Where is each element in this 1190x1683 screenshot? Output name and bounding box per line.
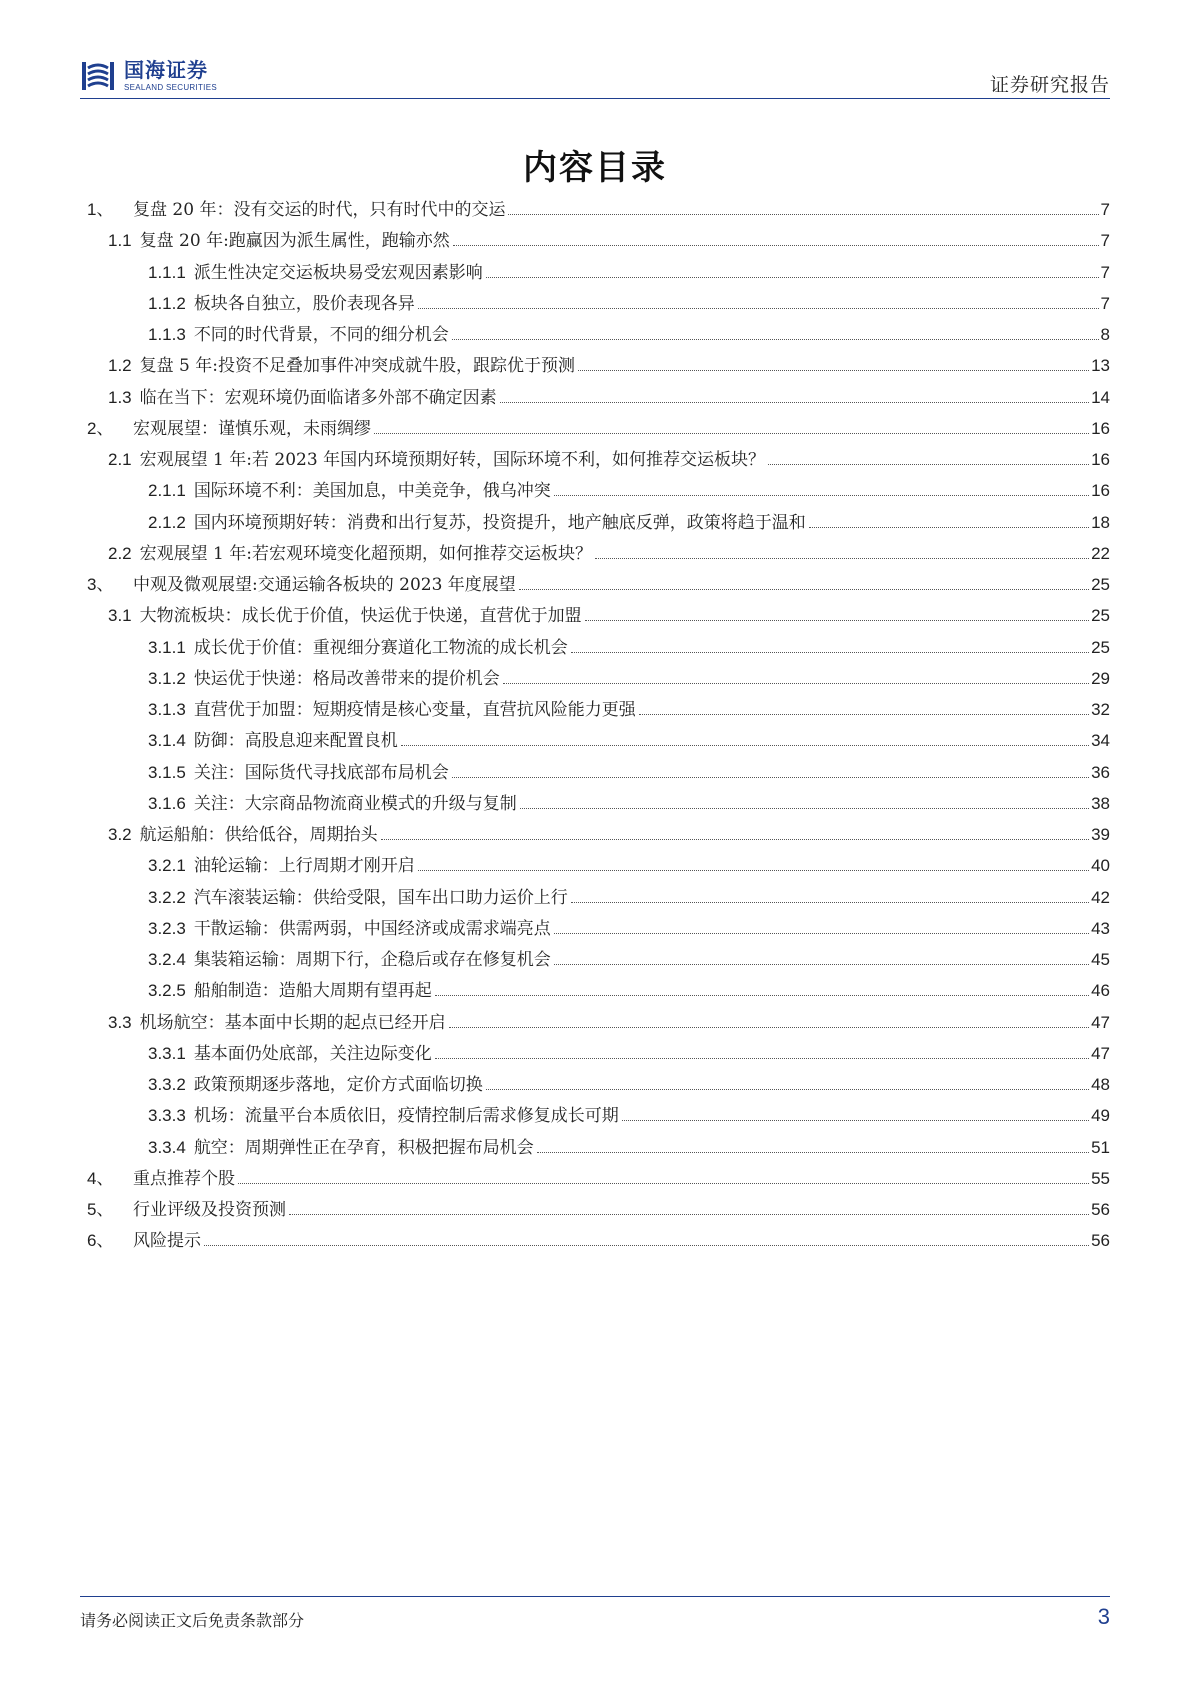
- toc-entry[interactable]: [80, 1226, 1110, 1257]
- toc-entry-page: 16: [1091, 450, 1110, 469]
- toc-entry-page: 7: [1100, 293, 1110, 313]
- toc-entry-page: 25: [1091, 637, 1110, 657]
- toc-entry-title: 不同的时代背景，不同的细分机会: [193, 325, 449, 345]
- brand-name-en: SEALAND SECURITIES: [124, 83, 217, 92]
- toc-entry-number: 1.3: [108, 387, 132, 407]
- toc-entry-title: 中观及微观展望:交通运输各板块的 2023 年度展望: [133, 575, 516, 595]
- brand-logo: [80, 58, 217, 94]
- toc-entry[interactable]: [80, 945, 1110, 976]
- toc-entry-title: 基本面仍处底部，关注边际变化: [193, 1043, 432, 1064]
- toc-entry-page: 42: [1091, 887, 1110, 907]
- toc-entry-number: 3.2.1: [148, 856, 186, 876]
- toc-dot-leader: [401, 745, 1089, 746]
- toc-entry-page: 55: [1091, 1168, 1110, 1188]
- toc-entry[interactable]: [80, 601, 1110, 632]
- toc-entry-number: 3.1.1: [148, 637, 186, 657]
- toc-entry-title: 临在当下：宏观环境仍面临诸多外部不确定因素: [139, 387, 497, 408]
- toc-entry-title: 直营优于加盟：短期疫情是核心变量，直营抗风险能力更强: [193, 700, 636, 720]
- toc-dot-leader: [452, 777, 1089, 778]
- toc-entry-number: 3.1.5: [148, 762, 186, 782]
- toc-entry-page: 38: [1091, 793, 1110, 813]
- toc-entry-page: 46: [1091, 981, 1110, 1001]
- toc-dot-leader: [519, 589, 1089, 590]
- toc-entry-page: 56: [1091, 1231, 1110, 1251]
- toc-entry[interactable]: [80, 1133, 1110, 1164]
- toc-entry-number: 2、: [87, 418, 114, 438]
- toc-dot-leader: [204, 1245, 1089, 1246]
- toc-dot-leader: [809, 527, 1089, 528]
- toc-entry-number: 3.3.2: [148, 1075, 186, 1094]
- toc-entry-title: 快运优于快递：格局改善带来的提价机会: [193, 668, 500, 689]
- toc-entry-page: 49: [1091, 1106, 1110, 1126]
- toc-entry[interactable]: [80, 195, 1110, 226]
- toc-entry[interactable]: [80, 1039, 1110, 1070]
- toc-entry-number: 3.3.4: [148, 1137, 186, 1157]
- toc-entry[interactable]: [80, 320, 1110, 351]
- toc-dot-leader: [554, 933, 1089, 934]
- toc-entry-number: 6、: [87, 1231, 114, 1251]
- toc-entry-page: 39: [1091, 825, 1110, 844]
- brand-name-cn: 国海证券: [124, 58, 208, 82]
- toc-entry-number: 3.1.6: [148, 793, 186, 813]
- toc-entry-page: 56: [1091, 1200, 1110, 1219]
- toc-entry-title: 集装箱运输：周期下行，企稳后或存在修复机会: [193, 950, 551, 970]
- toc-entry-title: 干散运输：供需两弱，中国经济或成需求端亮点: [193, 918, 551, 939]
- toc-entry[interactable]: [80, 476, 1110, 507]
- toc-entry-number: 1.2: [108, 356, 132, 376]
- toc-dot-leader: [571, 902, 1089, 903]
- toc-entry-title: 宏观展望 1 年:若 2023 年国内环境预期好转，国际环境不利，如何推荐交运板块？: [139, 450, 766, 470]
- toc-dot-leader: [453, 245, 1099, 246]
- toc-entry-page: 25: [1091, 575, 1110, 594]
- toc-entry-page: 29: [1091, 668, 1110, 688]
- toc-dot-leader: [435, 1058, 1089, 1059]
- toc-entry-page: 25: [1091, 606, 1110, 626]
- toc-entry-title: 行业评级及投资预测: [133, 1200, 286, 1220]
- toc-entry-title: 风险提示: [133, 1231, 201, 1252]
- toc-entry-number: 3.2: [108, 825, 132, 844]
- toc-entry-title: 派生性决定交运板块易受宏观因素影响: [193, 262, 483, 283]
- toc-entry-title: 汽车滚装运输：供给受限，国车出口助力运价上行: [193, 887, 568, 908]
- toc-entry[interactable]: [80, 1070, 1110, 1101]
- toc-title: 内容目录: [523, 148, 667, 188]
- toc-entry-title: 航空：周期弹性正在孕育，积极把握布局机会: [193, 1137, 534, 1158]
- toc-entry-page: 7: [1100, 200, 1110, 219]
- toc-entry-number: 1、: [87, 200, 114, 219]
- toc-entry-number: 3.2.3: [148, 918, 186, 938]
- toc-entry[interactable]: [80, 539, 1110, 570]
- toc-entry-page: 47: [1091, 1043, 1110, 1063]
- toc-entry-number: 2.2: [108, 543, 132, 563]
- toc-entry-number: 3.3.1: [148, 1043, 186, 1063]
- toc-entry-page: 7: [1100, 262, 1110, 282]
- toc-entry[interactable]: [80, 1008, 1110, 1039]
- toc-dot-leader: [622, 1120, 1089, 1121]
- toc-entry-page: 40: [1091, 856, 1110, 876]
- page-number: 3: [1097, 1604, 1110, 1629]
- toc-entry-title: 船舶制造：造船大周期有望再起: [193, 981, 432, 1002]
- toc-entry-title: 机场航空：基本面中长期的起点已经开启: [139, 1012, 446, 1033]
- toc-dot-leader: [578, 370, 1089, 371]
- sealand-logo-icon: [80, 58, 116, 94]
- toc-entry[interactable]: [80, 414, 1110, 445]
- toc-entry[interactable]: [80, 1164, 1110, 1195]
- toc-entry-number: 3.1.4: [148, 731, 186, 751]
- toc-entry[interactable]: [80, 976, 1110, 1007]
- toc-entry-number: 1.1.3: [148, 325, 186, 344]
- toc-entry[interactable]: [80, 1195, 1110, 1226]
- toc-entry[interactable]: [80, 633, 1110, 664]
- toc-entry[interactable]: [80, 789, 1110, 820]
- toc-entry[interactable]: [80, 883, 1110, 914]
- toc-entry-title: 宏观展望 1 年:若宏观环境变化超预期，如何推荐交运板块？: [139, 543, 592, 564]
- toc-dot-leader: [554, 964, 1089, 965]
- toc-entry-number: 2.1.1: [148, 481, 186, 501]
- toc-entry-number: 3.1: [108, 606, 132, 626]
- toc-entry[interactable]: [80, 445, 1110, 476]
- toc-entry[interactable]: [80, 820, 1110, 851]
- toc-entry[interactable]: [80, 289, 1110, 320]
- toc-entry-title: 复盘 5 年:投资不足叠加事件冲突成就牛股，跟踪优于预测: [139, 356, 575, 377]
- toc-entry-page: 18: [1091, 512, 1110, 532]
- toc-dot-leader: [381, 839, 1089, 840]
- toc-entry-page: 34: [1091, 731, 1110, 751]
- toc-entry-number: 3.2.5: [148, 981, 186, 1001]
- header-divider: [80, 98, 1110, 99]
- toc-entry[interactable]: [80, 258, 1110, 289]
- toc-dot-leader: [289, 1214, 1089, 1215]
- toc-entry-page: 16: [1091, 481, 1110, 501]
- toc-entry[interactable]: [80, 570, 1110, 601]
- table-of-contents: [80, 195, 1110, 1258]
- toc-dot-leader: [585, 620, 1089, 621]
- toc-entry-number: 2.1: [108, 450, 132, 469]
- toc-dot-leader: [520, 808, 1089, 809]
- toc-entry-number: 3.3: [108, 1012, 132, 1032]
- toc-entry-title: 航运船舶：供给低谷，周期抬头: [139, 825, 378, 845]
- toc-dot-leader: [508, 214, 1098, 215]
- toc-dot-leader: [418, 308, 1099, 309]
- toc-entry-page: 22: [1091, 543, 1110, 563]
- toc-entry[interactable]: [80, 351, 1110, 382]
- toc-entry-title: 关注：国际货代寻找底部布局机会: [193, 762, 449, 783]
- toc-entry-page: 8: [1100, 325, 1110, 344]
- toc-entry-number: 1.1.1: [148, 262, 186, 282]
- toc-entry-title: 板块各自独立，股价表现各异: [193, 293, 415, 314]
- toc-entry-title: 国际环境不利：美国加息，中美竞争，俄乌冲突: [193, 481, 551, 502]
- toc-dot-leader: [449, 1027, 1089, 1028]
- toc-entry-number: 1.1.2: [148, 293, 186, 313]
- toc-entry[interactable]: [80, 1101, 1110, 1132]
- toc-entry-title: 关注：大宗商品物流商业模式的升级与复制: [193, 793, 517, 814]
- toc-entry-page: 13: [1091, 356, 1110, 376]
- toc-entry-page: 51: [1091, 1137, 1110, 1157]
- toc-entry-number: 3.2.2: [148, 887, 186, 907]
- toc-entry-number: 3.1.2: [148, 668, 186, 688]
- toc-entry-page: 32: [1091, 700, 1110, 719]
- toc-dot-leader: [571, 652, 1089, 653]
- toc-entry-title: 油轮运输：上行周期才刚开启: [193, 856, 415, 877]
- toc-entry[interactable]: [80, 695, 1110, 726]
- toc-dot-leader: [374, 433, 1089, 434]
- toc-entry-number: 3.3.3: [148, 1106, 186, 1126]
- toc-entry-page: 48: [1091, 1075, 1110, 1094]
- toc-dot-leader: [238, 1183, 1089, 1184]
- toc-entry-title: 政策预期逐步落地，定价方式面临切换: [193, 1075, 483, 1095]
- toc-entry[interactable]: [80, 226, 1110, 257]
- toc-entry-title: 机场：流量平台本质依旧，疫情控制后需求修复成长可期: [193, 1106, 619, 1127]
- toc-dot-leader: [435, 995, 1089, 996]
- footer-disclaimer: 请务必阅读正文后免责条款部分: [80, 1611, 305, 1630]
- toc-entry-page: 14: [1091, 387, 1110, 407]
- toc-entry-number: 3.2.4: [148, 950, 186, 969]
- toc-dot-leader: [595, 558, 1089, 559]
- toc-entry-page: 16: [1091, 418, 1110, 438]
- toc-dot-leader: [554, 495, 1089, 496]
- toc-entry-page: 47: [1091, 1012, 1110, 1032]
- toc-dot-leader: [639, 714, 1089, 715]
- toc-entry[interactable]: [80, 383, 1110, 414]
- footer-divider: [80, 1596, 1110, 1597]
- toc-dot-leader: [537, 1152, 1089, 1153]
- toc-entry-title: 复盘 20 年：没有交运的时代，只有时代中的交运: [133, 200, 506, 220]
- toc-entry-number: 3、: [87, 575, 114, 594]
- toc-entry[interactable]: [80, 726, 1110, 757]
- report-type-label: 证券研究报告: [989, 74, 1110, 96]
- toc-entry-page: 45: [1091, 950, 1110, 969]
- toc-entry-page: 7: [1100, 231, 1110, 251]
- toc-dot-leader: [486, 1089, 1089, 1090]
- toc-entry[interactable]: [80, 664, 1110, 695]
- toc-entry-title: 大物流板块：成长优于价值，快运优于快递，直营优于加盟: [139, 606, 582, 627]
- toc-dot-leader: [486, 277, 1099, 278]
- toc-dot-leader: [503, 683, 1089, 684]
- toc-entry-title: 重点推荐个股: [133, 1168, 235, 1189]
- toc-entry-title: 宏观展望：谨慎乐观，未雨绸缪: [133, 418, 371, 439]
- page-header: [80, 52, 1110, 100]
- toc-entry-title: 成长优于价值：重视细分赛道化工物流的成长机会: [193, 637, 568, 658]
- toc-entry-number: 1.1: [108, 231, 132, 251]
- toc-entry-number: 2.1.2: [148, 512, 186, 532]
- toc-entry-page: 43: [1091, 918, 1110, 938]
- toc-dot-leader: [452, 339, 1099, 340]
- toc-dot-leader: [500, 402, 1089, 403]
- toc-entry-number: 4、: [87, 1168, 114, 1188]
- toc-entry[interactable]: [80, 508, 1110, 539]
- toc-entry-number: 5、: [87, 1200, 114, 1219]
- toc-dot-leader: [768, 464, 1089, 465]
- toc-entry-title: 防御：高股息迎来配置良机: [193, 731, 398, 752]
- toc-entry-number: 3.1.3: [148, 700, 186, 719]
- toc-entry-title: 复盘 20 年:跑赢因为派生属性，跑输亦然: [139, 231, 450, 252]
- toc-entry-title: 国内环境预期好转：消费和出行复苏，投资提升，地产触底反弹，政策将趋于温和: [193, 512, 806, 533]
- toc-entry[interactable]: [80, 914, 1110, 945]
- toc-entry-page: 36: [1091, 762, 1110, 782]
- toc-entry[interactable]: [80, 851, 1110, 882]
- toc-entry[interactable]: [80, 758, 1110, 789]
- toc-dot-leader: [418, 870, 1089, 871]
